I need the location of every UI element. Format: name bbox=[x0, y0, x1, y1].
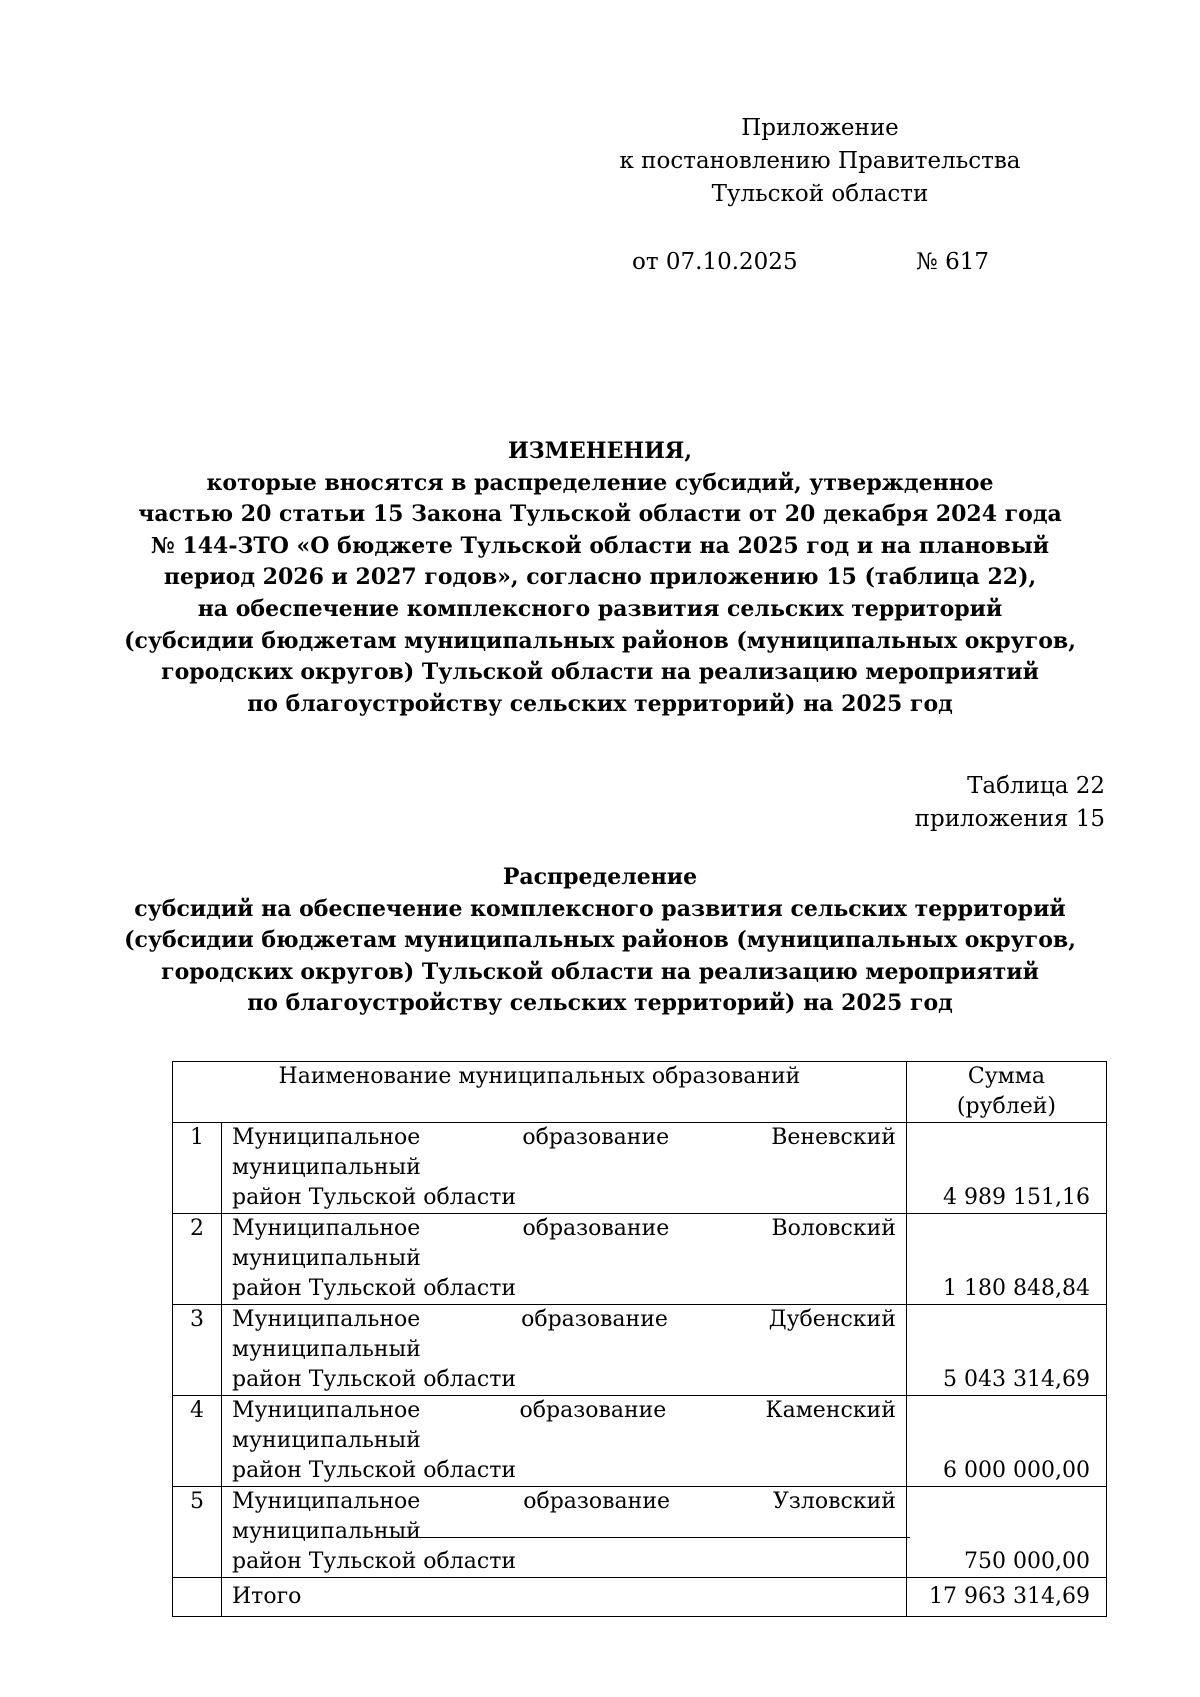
title-line: по благоустройству сельских территорий) на 2025 год bbox=[247, 690, 953, 717]
table-row bbox=[173, 1487, 1107, 1578]
row-number: 2 bbox=[173, 1214, 222, 1305]
distribution-line: Распределение bbox=[502, 864, 698, 890]
row-name bbox=[221, 1305, 906, 1396]
table-label-line: Таблица 22 bbox=[967, 773, 1105, 799]
row-name-line: район Тульской области bbox=[231, 1458, 517, 1483]
row-name-line: район Тульской области bbox=[231, 1549, 517, 1574]
row-name-line: Муниципальное образование Дубенский муниципальный bbox=[231, 1307, 896, 1362]
total-sum: 17 963 314,69 bbox=[906, 1578, 1106, 1617]
title-line: № 144-ЗТО «О бюджете Тульской области на 2025 год и на плановый bbox=[150, 532, 1050, 559]
row-name-line: Муниципальное образование Воловский муниципальный bbox=[231, 1216, 896, 1271]
document-title bbox=[120, 436, 1080, 720]
title-line: городских округов) Тульской области на реализацию мероприятий bbox=[161, 659, 1039, 686]
distribution-line: субсидий на обеспечение комплексного развития сельских территорий bbox=[134, 895, 1066, 922]
decree-number: № 617 bbox=[916, 249, 989, 275]
row-name-line: район Тульской области bbox=[231, 1276, 517, 1301]
table-row bbox=[173, 1305, 1107, 1396]
approval-line: к постановлению Правительства bbox=[619, 148, 1021, 174]
table-label-line: приложения 15 bbox=[914, 806, 1105, 832]
title-line: которые вносятся в распределение субсидий, утвержденное bbox=[206, 469, 994, 496]
row-name bbox=[221, 1214, 906, 1305]
row-name bbox=[221, 1487, 906, 1578]
title-line: ИЗМЕНЕНИЯ, bbox=[508, 438, 692, 464]
decree-date: от 07.10.2025 bbox=[632, 249, 798, 275]
title-line: период 2026 и 2027 годов», согласно приложению 15 (таблица 22), bbox=[163, 564, 1037, 591]
header-sum-unit: (рублей) bbox=[956, 1094, 1056, 1119]
row-number: 3 bbox=[173, 1305, 222, 1396]
table-total-row bbox=[173, 1578, 1107, 1617]
row-name bbox=[221, 1123, 906, 1214]
title-line: на обеспечение комплексного развития сельских территорий bbox=[197, 595, 1003, 622]
row-name bbox=[221, 1396, 906, 1487]
row-number: 1 bbox=[173, 1123, 222, 1214]
title-line: частью 20 статьи 15 Закона Тульской области от 20 декабря 2024 года bbox=[138, 501, 1062, 528]
distribution-line: по благоустройству сельских территорий) на 2025 год bbox=[247, 990, 953, 1017]
table-label bbox=[915, 770, 1105, 836]
distribution-heading bbox=[120, 862, 1080, 1020]
table-row bbox=[173, 1214, 1107, 1305]
row-number: 4 bbox=[173, 1396, 222, 1487]
row-sum: 6 000 000,00 bbox=[906, 1396, 1106, 1487]
row-name-line: Муниципальное образование Каменский муниципальный bbox=[231, 1398, 896, 1453]
row-name-line: Муниципальное образование Веневский муниципальный bbox=[231, 1125, 896, 1180]
subsidies-table bbox=[172, 1061, 1107, 1617]
header-sum-line: Сумма bbox=[967, 1064, 1045, 1089]
row-sum: 5 043 314,69 bbox=[906, 1305, 1106, 1396]
approval-line: Приложение bbox=[741, 115, 899, 141]
row-sum: 750 000,00 bbox=[906, 1487, 1106, 1578]
row-name-line: район Тульской области bbox=[231, 1185, 517, 1210]
row-name-line: Муниципальное образование Узловский муниципальный bbox=[231, 1489, 896, 1544]
row-sum: 1 180 848,84 bbox=[906, 1214, 1106, 1305]
table-row bbox=[173, 1123, 1107, 1214]
total-number-cell bbox=[173, 1578, 222, 1617]
approval-block bbox=[600, 112, 1040, 211]
table-row bbox=[173, 1396, 1107, 1487]
row-name-line: район Тульской области bbox=[231, 1367, 517, 1392]
row-number: 5 bbox=[173, 1487, 222, 1578]
distribution-line: городских округов) Тульской области на реализацию мероприятий bbox=[161, 958, 1039, 985]
approval-line: Тульской области bbox=[711, 181, 929, 207]
distribution-line: (субсидии бюджетам муниципальных районов (муниципальных округов, bbox=[124, 927, 1076, 954]
title-line: (субсидии бюджетам муниципальных районов (муниципальных округов, bbox=[124, 627, 1076, 654]
table-header-row bbox=[173, 1062, 1107, 1123]
total-label: Итого bbox=[221, 1578, 906, 1617]
header-name: Наименование муниципальных образований bbox=[173, 1062, 907, 1123]
row-sum: 4 989 151,16 bbox=[906, 1123, 1106, 1214]
header-sum bbox=[906, 1062, 1106, 1123]
closing-rule bbox=[387, 1537, 910, 1538]
